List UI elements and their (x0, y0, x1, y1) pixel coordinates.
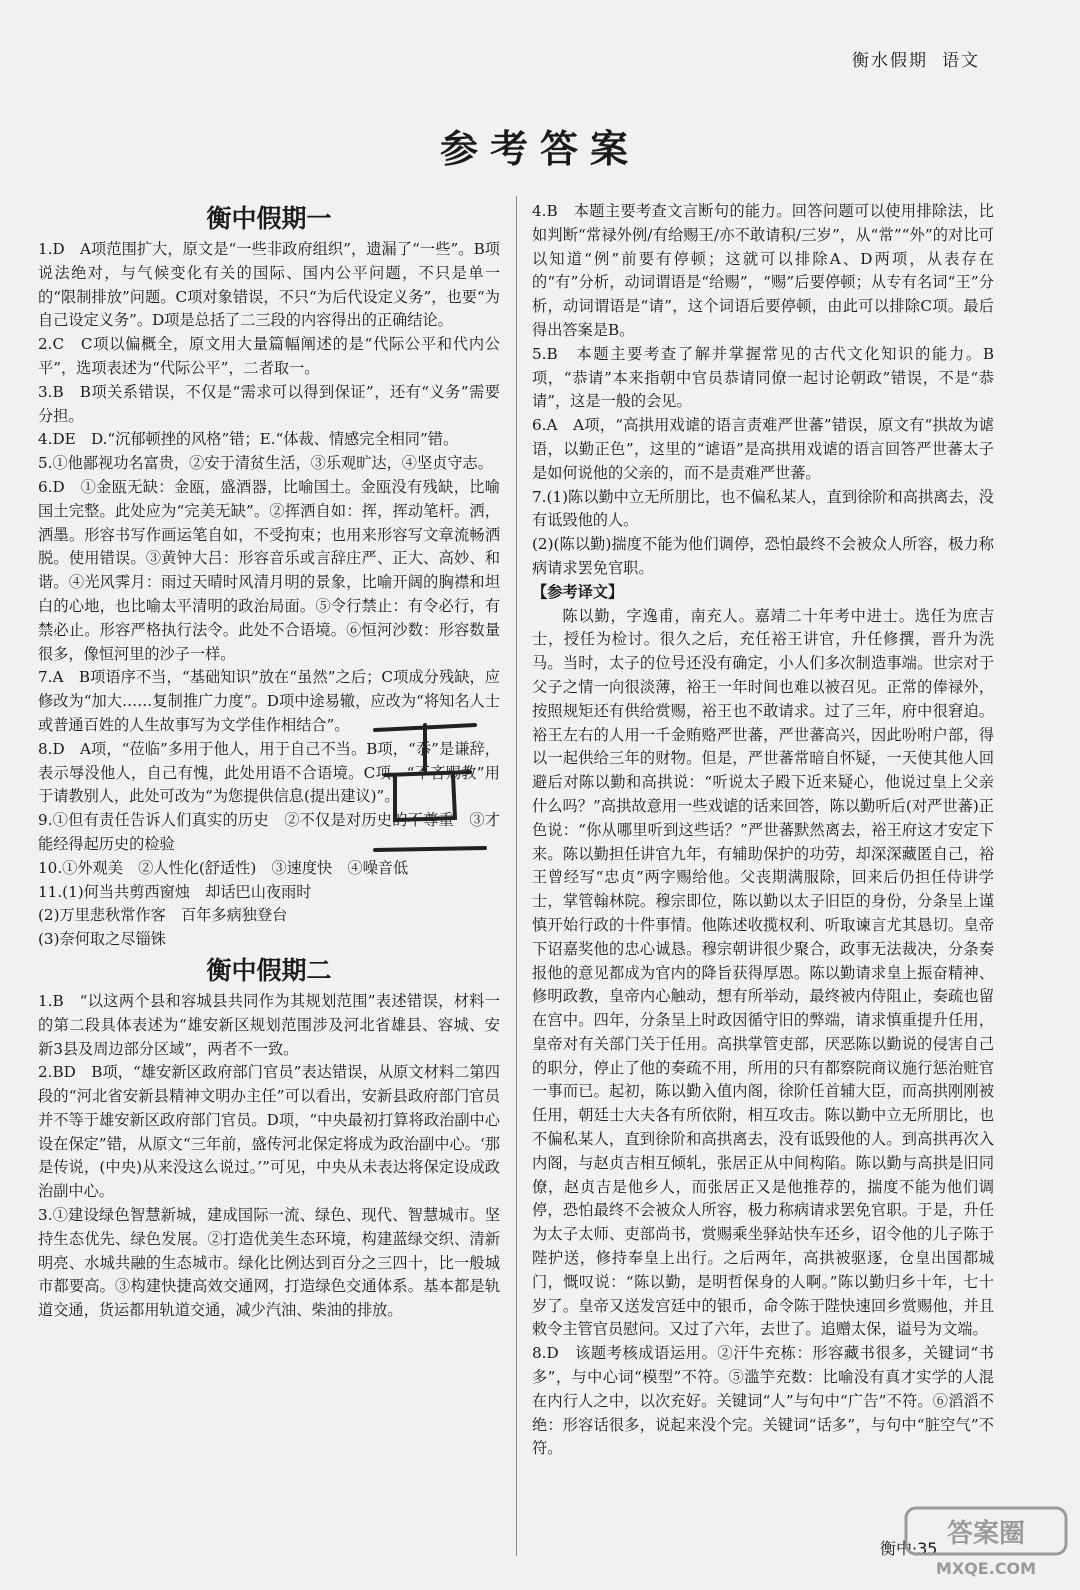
answer-item: (2)(陈以勤)揣度不能为他们调停，恐怕最终不会被众人所容，极力称病请求罢免官职。 (532, 535, 994, 577)
answer-item: 7.(1)陈以勤中立无所朋比，也不偏私某人，直到徐阶和高拱离去，没有诋毁他的人。 (532, 487, 994, 530)
section-title-1: 衡中假期一 (206, 204, 332, 233)
right-column (532, 200, 994, 1461)
svg-text:MXQE.COM: MXQE.COM (935, 1559, 1037, 1578)
answer-item: (2)万里悲秋常作客 百年多病独登台 (38, 906, 288, 925)
reference-translation: 陈以勤，字逸甫，南充人。嘉靖二十年考中进士。选任为庶吉士，授任为检讨。很久之后，充任裕王讲官，升任修撰，晋升为洗马。当时，太子的位号还没有确定，小人们多次制造事端。世宗对于父子之情一向很淡薄，裕王一年时间也难以被召见。正常的俸禄外，按照规矩还有供给赏赐，裕王也不敢请求。过了三年，府中很窘迫。裕王左右的人用一千金贿赂严世蕃，严世蕃高兴，因此吩咐户部，得以一起供给三年的财物。但是，严世蕃常暗自怀疑，一天使其他人回避后对陈以勤和高拱说：“听说太子殿下近来疑心，他说过皇上父亲什么吗？”高拱故意用一些戏谑的话来回答，陈以勤听后(对严世蕃)正色说：“你从哪里听到这些话？”严世蕃默然离去，裕王府这才安定下来。陈以勤担任讲官九年，有辅助保护的功劳，却深深藏匿自己，裕王曾经写“忠贞”两字赐给他。父丧期满服除，回来后仍担任侍讲学士，掌管翰林院。穆宗即位，陈以勤以太子旧臣的身份，分条呈上谨慎开始行政的十件事情。他陈述收揽权利、听取谏言尤其恳切。皇帝下诏嘉奖他的忠心诚恳。穆宗朝讲很少聚合，政事无法裁决，分条奏报他的意见都成为官内的降旨获得厚恩。陈以勤请求皇上振奋精神、修明政教，皇帝内心触动，想有所举动，最终被内侍阻止，奏疏也留在宫中。四年，分条呈上时政因循守旧的弊端，请求慎重提升任用，皇帝对有关部门关于任用。高拱掌管吏部，厌恶陈以勤说的侵害自己的职分，停止了他的奏疏不用，所用的只有都察院商议施行惩治赃官一事而已。起初，陈以勤入值内阁，徐阶任首辅大臣，而高拱刚刚被任用，朝廷士大夫各有所依附，相互攻击。陈以勤中立无所朋比，也不偏私某人，直到徐阶和高拱离去，没有诋毁他的人。到高拱再次入内阁，与赵贞吉相互倾轧，张居正从中间构陷。陈以勤与高拱是旧同僚，赵贞吉是他乡人，而张居正又是他推荐的，揣度不能为他们调停，恐怕最终不会被众人所容，极力称病请求罢免官职。于是，升任为太子太师、吏部尚书，赏赐乘坐驿站快车还乡，诏令他的儿子陈于陛护送，修持奉皇上出行。之后两年，高拱被驱逐，仓皇出国都城门，慨叹说：“陈以勤，是明哲保身的人啊。”陈以勤归乡十年，七十岁了。皇帝又送发宫廷中的银币，命令陈于陛快速回乡赏赐他，并且敕令主管官员慰问。又过了六年，去世了。追赠太保，谥号为文端。 (532, 606, 994, 1339)
answer-item: 6.A A项，“高拱用戏谑的语言责难严世蕃”错误，原文有“拱故为谑语，以勤正色”，这里的“谑语”是高拱用戏谑的语言回答严世蕃太子是如何说他的父亲的，而不是责难严世蕃。 (532, 416, 994, 482)
answer-item: 8.D A项，“莅临”多用于他人，用于自己不当。B项，“忝”是谦辞，表示辱没他人，自己有愧，此处用语不合语境。C项，“不吝赐教”用于请教别人，此处可改为“为您提供信息(提出建议)”。 (38, 739, 500, 806)
answer-item: 7.A B项语序不当，“基础知识”放在“虽然”之后；C项成分残缺，应修改为“加大……复制推广力度”。D项中途易辙，应改为“将知名人士或普通百姓的人生故事写为文学佳作相结合”。 (38, 668, 500, 734)
answer-item: 4.B 本题主要考查文言断句的能力。回答问题可以使用排除法，比如判断“常禄外例/有给赐王/亦不敢请积/三岁”，从“常”“外”的对比可以知道“例”前要有停顿；这就可以排除A、D两项，从表存在的“有”分析，动词谓语是“给赐”，“赐”后要停顿；从专有名词“王”分析，动词谓语是“请”，这个词语后要停顿，由此可以排除C项。最后得出答案是B。 (532, 202, 994, 339)
answer-item: 9.①但有责任告诉人们真实的历史 ②不仅是对历史的不尊重 ③才能经得起历史的检验 (38, 811, 500, 853)
column-divider (516, 196, 517, 1556)
answer-item: 4.DE D.“沉郁顿挫的风格”错；E.“体裁、情感完全相同”错。 (38, 430, 459, 449)
page-title: 参考答案 (439, 126, 640, 171)
left-column (38, 200, 500, 1323)
section-2-answers (38, 990, 500, 1323)
answer-item: (3)奈何取之尽锱铢 (38, 930, 166, 949)
answer-item: 5.B 本题主要考查了解并掌握常见的古代文化知识的能力。B项，“恭请”本来指朝中官员恭请同僚一起讨论朝政”错误，不是“恭请”，这是一般的会见。 (532, 344, 994, 411)
reference-translation-heading: 【参考译文】 (532, 582, 624, 601)
answer-item: 5.①他鄙视功名富贵，②安于清贫生活，③乐观旷达，④坚贞守志。 (38, 454, 493, 473)
answer-item: 6.D ①金瓯无缺：金瓯，盛酒器，比喻国土。金瓯没有残缺，比喻国土完整。此处应为“完美无缺”。②挥洒自如：挥，挥动笔杆。洒，洒墨。形容书写作画运笔自如，不受拘束；也用来形容写文章流畅洒脱。使用错误。③黄钟大吕：形容音乐或言辞庄严、正大、高妙、和谐。④光风霁月：雨过天晴时风清月明的景象，比喻开阔的胸襟和坦白的心地，也比喻太平清明的政治局面。⑤令行禁止：有令必行，有禁必止。形容严格执行法令。此处不合语境。⑥恒河沙数：形容数量很多，像恒河里的沙子一样。 (38, 477, 500, 663)
answer-item: 10.①外观美 ②人性化(舒适性) ③速度快 ④噪音低 (38, 858, 409, 877)
page-number: 衡中·35 (880, 1539, 938, 1558)
answer-item: 2.C C项以偏概全，原文用大量篇幅阐述的是“代际公平和代内公平”，选项表述为“代际公平”，二者取一。 (38, 335, 500, 377)
page-header (852, 46, 980, 71)
answer-item: 3.①建设绿色智慧新城，建成国际一流、绿色、现代、智慧城市。坚持生态优先、绿色发展。②打造优美生态环境，构建蓝绿交织、清新明亮、水城共融的生态城市。绿化比例达到百分之三四十，比一般城市都要高。③构建快捷高效交通网，打造绿色交通体系。基本都是轨道交通，货运都用轨道交通，减少汽油、柴油的排放。 (38, 1206, 500, 1320)
header-book: 衡水假期 (852, 51, 928, 71)
header-subject: 语文 (942, 51, 980, 71)
answer-item-8: 8.D 该题考核成语运用。②汗牛充栋：形容藏书很多，关键词“书多”，与中心词“模型”不符。⑤滥竽充数：比喻没有真才实学的人混在内行人之中，以次充好。关键词“人”与句中“广告”不符。⑥滔滔不绝：形容话很多，说起来没个完。关键词“话多”，与句中“脏空气”不符。 (532, 1344, 994, 1458)
section-1-answers (38, 238, 500, 952)
answer-item: 11.(1)何当共剪西窗烛 却话巴山夜雨时 (38, 882, 312, 901)
answer-item: 3.B B项关系错误，不仅是“需求可以得到保证”，还有“义务”需要分担。 (38, 382, 500, 425)
svg-text:答案圈: 答案圈 (946, 1519, 1026, 1549)
answer-item: 1.D A项范围扩大，原文是“一些非政府组织”，遗漏了“一些”。B项说法绝对，与气候变化有关的国际、国内公平问题，不只是单一的“限制排放”问题。C项对象错误，不只“为后代设定义务”，也要“为自己设定义务”。D项是总括了二三段的内容得出的正确结论。 (38, 240, 500, 330)
answer-item: 2.BD B项，“雄安新区政府部门官员”表达错误，从原文材料二第四段的“河北省安新县精神文明办主任”可以看出，安新县政府部门官员并不等于雄安新区政府部门官员。D项，“中央最初打算将政治副中心设在保定”错，从原文“三年前，盛传河北保定将成为政治副中心。‘那是传说，(中央)从来没这么说过。’”可见，中央从未表达将保定设成政治副中心。 (38, 1063, 500, 1201)
answer-item: 1.B “以这两个县和容城县共同作为其规划范围”表述错误，材料一的第二段具体表述为“雄安新区规划范围涉及河北省雄县、容城、安新3县及周边部分区域”，两者不一致。 (38, 991, 500, 1058)
section-title-2: 衡中假期二 (206, 955, 332, 985)
right-answers (532, 200, 994, 581)
site-watermark-logo (902, 1502, 1072, 1582)
